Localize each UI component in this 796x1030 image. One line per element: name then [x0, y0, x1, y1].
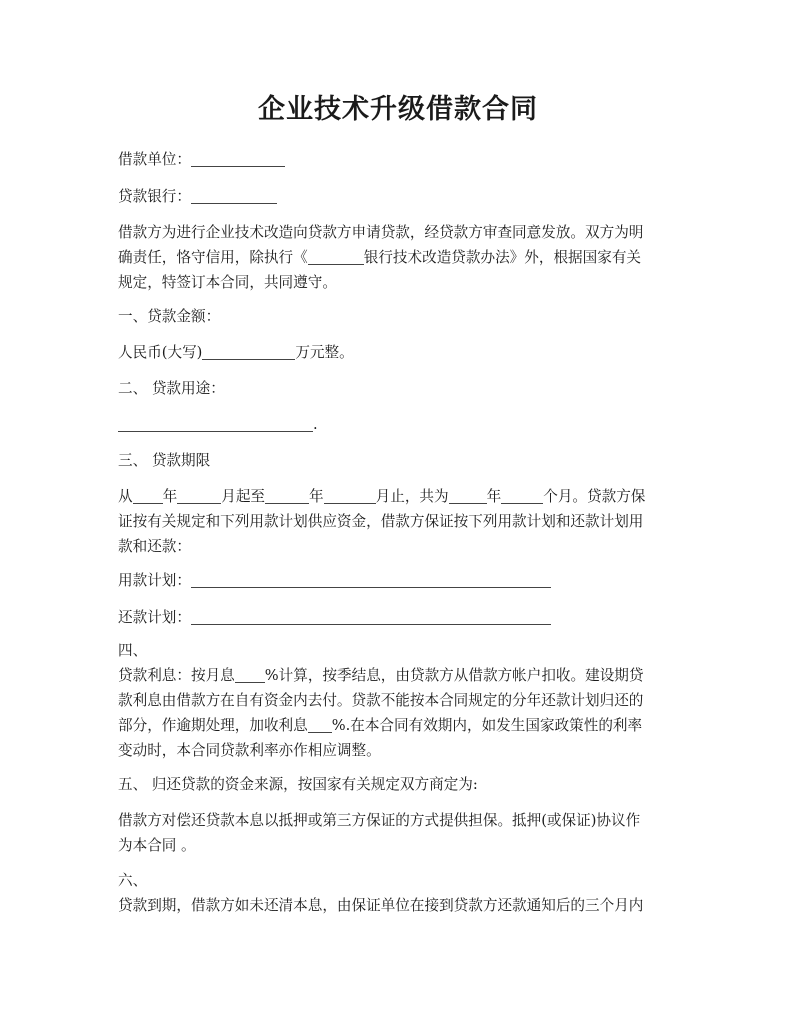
- section-6-heading: 六、: [118, 872, 148, 889]
- purpose-end: .: [313, 416, 318, 433]
- repay-plan-blank[interactable]: [191, 608, 551, 625]
- term-text: 月止，共为: [375, 488, 449, 505]
- borrower-line: [118, 145, 684, 174]
- section-5-heading: 五、 归还贷款的资金来源，按国家有关规定双方商定为:: [118, 776, 478, 793]
- total-month-blank[interactable]: [501, 487, 543, 504]
- interest-text: 贷款利息：按月息: [118, 667, 235, 684]
- start-month-blank[interactable]: [177, 487, 221, 504]
- intro-text: 规定，特签订本合同，共同遵守。: [118, 274, 337, 291]
- section-4-heading: 四、: [118, 642, 148, 659]
- end-month-blank[interactable]: [324, 487, 376, 504]
- penalty-rate-blank[interactable]: [308, 716, 332, 733]
- term-text: 从: [118, 488, 133, 505]
- interest-text: %计算，按季结息，由贷款方从借款方帐户扣收。建设期贷: [264, 667, 644, 684]
- term-text: 年: [162, 488, 178, 505]
- interest-line-4: 变动时，本合同贷款利率亦作相应调整。: [118, 742, 381, 759]
- section-1-heading: 一、贷款金额：: [118, 308, 221, 325]
- lender-blank[interactable]: [191, 187, 277, 204]
- term-text: 年: [486, 488, 502, 505]
- intro-text: 确责任，恪守信用，除执行《: [118, 249, 308, 266]
- end-year-blank[interactable]: [265, 487, 309, 504]
- term-line-2: 证按有关规定和下列用款计划供应资金，借款方保证按下列用款计划和还款计划用: [118, 513, 644, 530]
- use-plan-label: 用款计划：: [118, 572, 191, 589]
- lender-label: 贷款银行：: [118, 188, 191, 205]
- lender-line: [118, 182, 684, 211]
- amount-prefix: 人民币(大写): [118, 344, 203, 361]
- interest-text: 部分，作逾期处理，加收利息: [118, 717, 308, 734]
- amount-blank[interactable]: [202, 343, 295, 360]
- section-2-heading: 二、 贷款用途：: [118, 380, 225, 397]
- start-year-blank[interactable]: [133, 487, 163, 504]
- guarantee-line-2: 为本合同 。: [118, 837, 196, 854]
- amount-line: [118, 338, 684, 367]
- intro-text: 银行技术改造贷款办法》外，根据国家有关: [363, 249, 642, 266]
- term-text: 月起至: [221, 488, 266, 505]
- intro-text: 借款方为进行企业技术改造向贷款方申请贷款，经贷款方审查同意发放。双方为明: [118, 224, 644, 241]
- interest-line-2: 款利息由借款方在自有资金内去付。贷款不能按本合同规定的分年还款计划归还的: [118, 692, 644, 709]
- amount-suffix: 万元整。: [295, 344, 354, 361]
- section-3-heading: 三、 贷款期限: [118, 452, 211, 469]
- total-year-blank[interactable]: [449, 487, 487, 504]
- interest-text: %.在本合同有效期内，如发生国家政策性的利率: [331, 717, 643, 734]
- intro-line-3: [118, 268, 684, 297]
- default-line-1: 贷款到期，借款方如未还清本息，由保证单位在接到贷款方还款通知后的三个月内: [118, 897, 644, 914]
- purpose-blank[interactable]: [118, 415, 313, 432]
- guarantee-line-1: 借款方对偿还贷款本息以抵押或第三方保证的方式提供担保。抵押(或保证)协议作: [118, 812, 641, 829]
- bank-name-blank[interactable]: [308, 248, 364, 265]
- term-text: 年: [309, 488, 324, 505]
- purpose-line: [118, 410, 684, 439]
- repay-plan-line: [118, 603, 684, 632]
- page-title: 企业技术升级借款合同: [258, 94, 538, 125]
- use-plan-line: [118, 566, 684, 595]
- repay-plan-label: 还款计划：: [118, 609, 191, 626]
- term-text: 个月。贷款方保: [543, 488, 646, 505]
- use-plan-blank[interactable]: [191, 571, 551, 588]
- monthly-rate-blank[interactable]: [235, 666, 265, 683]
- borrower-label: 借款单位：: [118, 151, 191, 168]
- borrower-blank[interactable]: [191, 150, 285, 167]
- term-line-3: 款和还款：: [118, 538, 191, 555]
